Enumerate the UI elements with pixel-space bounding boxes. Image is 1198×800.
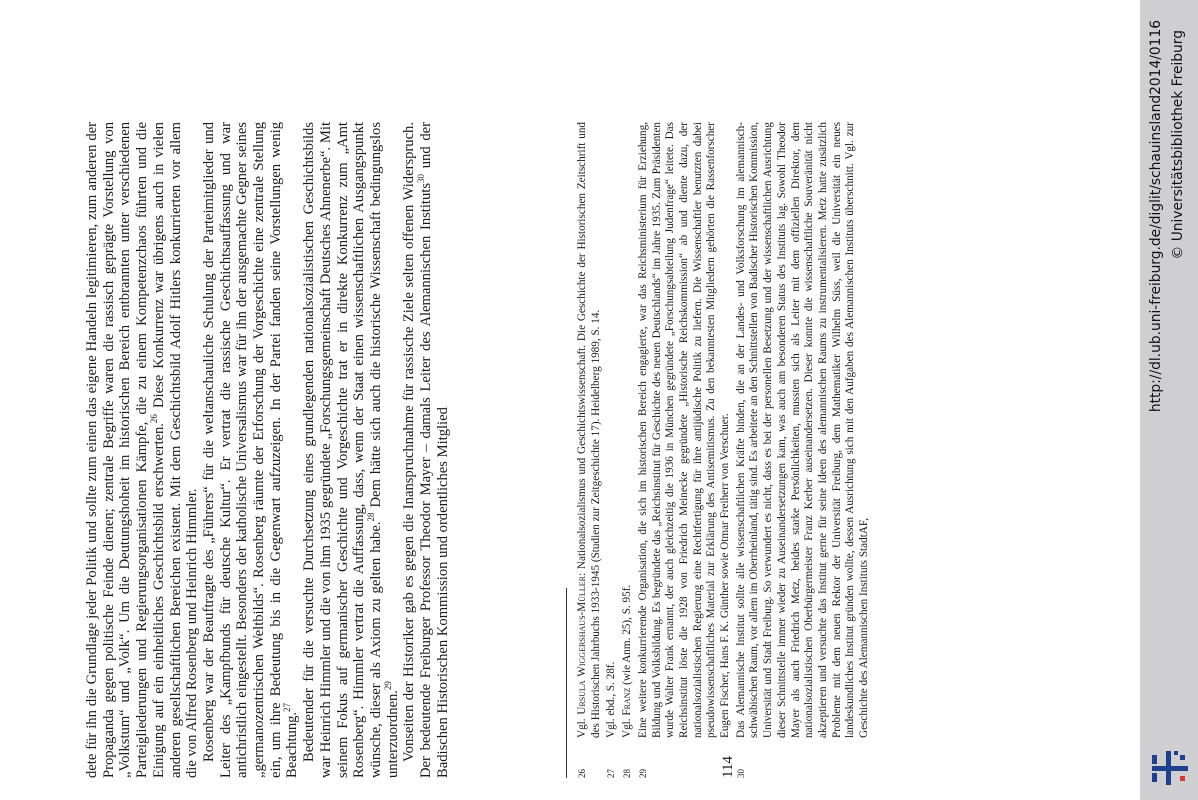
footnote-number: 28 xyxy=(622,769,633,778)
footnote-number: 27 xyxy=(606,769,617,778)
sidebar-text xyxy=(1140,0,1198,800)
footnote-ref-29[interactable]: 29 xyxy=(382,681,393,691)
paragraph-3: Bedeutender für die versuchte Durchsetzung eines grundlegenden nationalsozialistischen Geschichtsbilds war Heinrich Himmler und die von ihm 1935 gegründete „Forschungsgemeinschaft Deutsches Ahnenerbe“. Mit seinem Fokus auf germanischer Geschichte und Vorgeschichte trat er in direkte Konkurrenz zum „Amt Rosenberg“. Himmler vertrat die Auffassung, dass, wenn der Staat einen wissenschaftlichen Ausgangspunkt wünsche, dieser als Axiom zu gelten habe.$^{28}$ Dem hätte sich auch die historische Wissenschaft bedingungslos unterzuordnen.$^{29}$ xyxy=(301,122,401,778)
page-number: 114 xyxy=(720,756,736,778)
footnote-29: 29 Eine weitere konkurrierende Organisation, die sich im historischen Bereich engagierte, war das Reichsministerium für Erziehung, Bildung und Volksbildung. Es begründete das „Reichsinstitut für Geschichte des neuen Deutschlands“ im Jahre 1935. Zum Präsidenten wurde Walter Frank ernannt, der auch gleichzeitig die 1936 in München gegründete „Forschungsabteilung Judenfrage“ leitete. Das Reichsinstitut löste die 1928 von Friedrich Meinecke gegründete „Historische Reichskommission“ ab und diente dazu, der nationalsozialistischen Regierung eine Rechtfertigung für ihre antijüdische Politik zu liefern. Die Wissenschaftler benutzten dabei pseudowissenschaftliches Material zur Erklärung des Antisemitismus. Zu den bekanntesten Mitgliedern gehörten die Rassenforscher Eugen Fischer, Hans F. K. Günther sowie Otmar Freiherr von Verschuer. xyxy=(636,122,732,778)
footnote-number: 26 xyxy=(577,769,587,778)
footnote-author: Franz xyxy=(621,687,634,716)
ub-freiburg-logo-icon xyxy=(1148,748,1192,788)
footnote-30: 30 Das Alemannische Institut sollte alle wissenschaftlichen Kräfte binden, die an der Landes- und Volksforschung im alemannisch-schwäbischen Raum, vor allem im Oberrheinland, tätig sind. Es arbeitete an den Schnittstellen von Badischer Historischen Kommission, Universität und Stadt Freiburg. So verwundert es nicht, dass es bei der personellen Besetzung und der wissenschaftlichen Ausrichtung dieser Schnittstelle immer wieder zu Auseinandersetzungen kam, was auch am besonderen Status des Instituts lag. Sowohl Theodor Mayer als auch Friedrich Metz, beides starke Persönlichkeiten, mussten sich als Leiter mit dem offiziellen Direktor, dem nationalsozialistischen Oberbürgermeister Franz Kerber auseinandersetzen. Dieser konnte die wissenschaftliche Souveränität nicht akzeptieren und versuchte das Institut gerne für seine Ideen des alemannischen Raums zu instrumentalisieren. Metz hatte zusätzlich Probleme mit dem neuen Rektor der Universität Freiburg, dem Mathematiker Wilhelm Süss, weil die Universität ein neues landeskundliches Institut gründen wollte, dessen Ausrichtung sich mit den Aufgaben des Alemannischen Instituts überschnitt. Vgl. zur Geschichte des Alemannischen Instituts StadtAF, xyxy=(734,122,871,778)
footnote-28: 28 Vgl. Franz (wie Anm. 25), S. 95f. xyxy=(621,584,634,778)
footnote-27: 27 Vgl. ebd., S. 28f. xyxy=(605,661,618,778)
main-text-body xyxy=(84,122,451,778)
document-page xyxy=(80,100,1140,800)
paragraph-1: dete für ihn die Grundlage jeder Politik und sollte zum einen das eigene Handeln legitimieren, zum anderen der Propaganda gegen politische Feinde dienen; zentrale Begriffe waren die rassisch geprägte Vorstellung von „Volkstum“ und „Volk“. Um die Deutungshoheit im historischen Bereich entbrannten unter verschiedenen Parteigliederungen und Regierungsorganisationen Kämpfe, die zu einem Kompetenzchaos führten und die Einigung auf ein einheitliches Geschichtsbild erschwerten.$^{26}$ Diese Konkurrenz war übrigens auch in vielen anderen gesellschaftlichen Bereichen existent. Mit dem Geschichtsbild Adolf Hitlers konkurrierten vor allem die von Alfred Rosenberg und Heinrich Himmler. xyxy=(84,122,201,778)
footnotes xyxy=(576,122,872,778)
paragraph-4: Vonseiten der Historiker gab es gegen die Inanspruchnahme für rassische Ziele selten offenen Widerspruch. Der bedeutende Freiburger Professor Theodor Mayer – damals Leiter des Alemannischen Instituts$^{30}$ und der Badischen Historischen Kommission und ordentliches Mitglied xyxy=(401,121,451,778)
footnote-ref-26[interactable]: 26 xyxy=(148,414,159,424)
footnote-ref-27[interactable]: 27 xyxy=(282,702,293,712)
footnote-number: 30 xyxy=(735,769,746,778)
footnote-ref-28[interactable]: 28 xyxy=(366,512,377,522)
copyright-notice: © Universitätsbibliothek Freiburg xyxy=(1170,30,1186,260)
permalink-url[interactable]: http://dl.ub.uni-freiburg.de/diglit/schauinsland2014/0116 xyxy=(1148,20,1164,413)
footnote-26: 26 Vgl. Ursula Wiggershaus-Müller: Nationalsozialismus und Geschichtswissenschaft. Die Geschichte der Historischen Zeitschrift und des Historischen Jahrbuchs 1933-1945 (Studien zur Zeitgeschichte 17). Heidelberg 1989, S. 14. xyxy=(576,121,602,778)
footnote-author: Ursula Wiggershaus-Müller xyxy=(576,576,588,715)
paragraph-2: Rosenberg war der Beauftragte des „Führers“ für die weltanschauliche Schulung der Parteimitglieder und Leiter des „Kampfbunds für deutsche Kultur“. Er vertrat die rassische Geschichtsauffassung und war antichristlich eingestellt. Besonders der katholische Universalismus war für ihn der ausgemachte Gegner seines „germanozentrischen Weltbilds“. Rosenberg räumte der Erforschung der Vorgeschichte eine zentrale Stellung ein, um ihre Bedeutung bis in die Gegenwart aufzuzeigen. In der Partei fanden seine Vorstellungen wenig Beachtung.$^{27}$ xyxy=(200,122,301,778)
footnote-divider xyxy=(566,588,567,778)
footnote-ref-30[interactable]: 30 xyxy=(416,173,427,183)
footnote-number: 29 xyxy=(637,769,648,778)
